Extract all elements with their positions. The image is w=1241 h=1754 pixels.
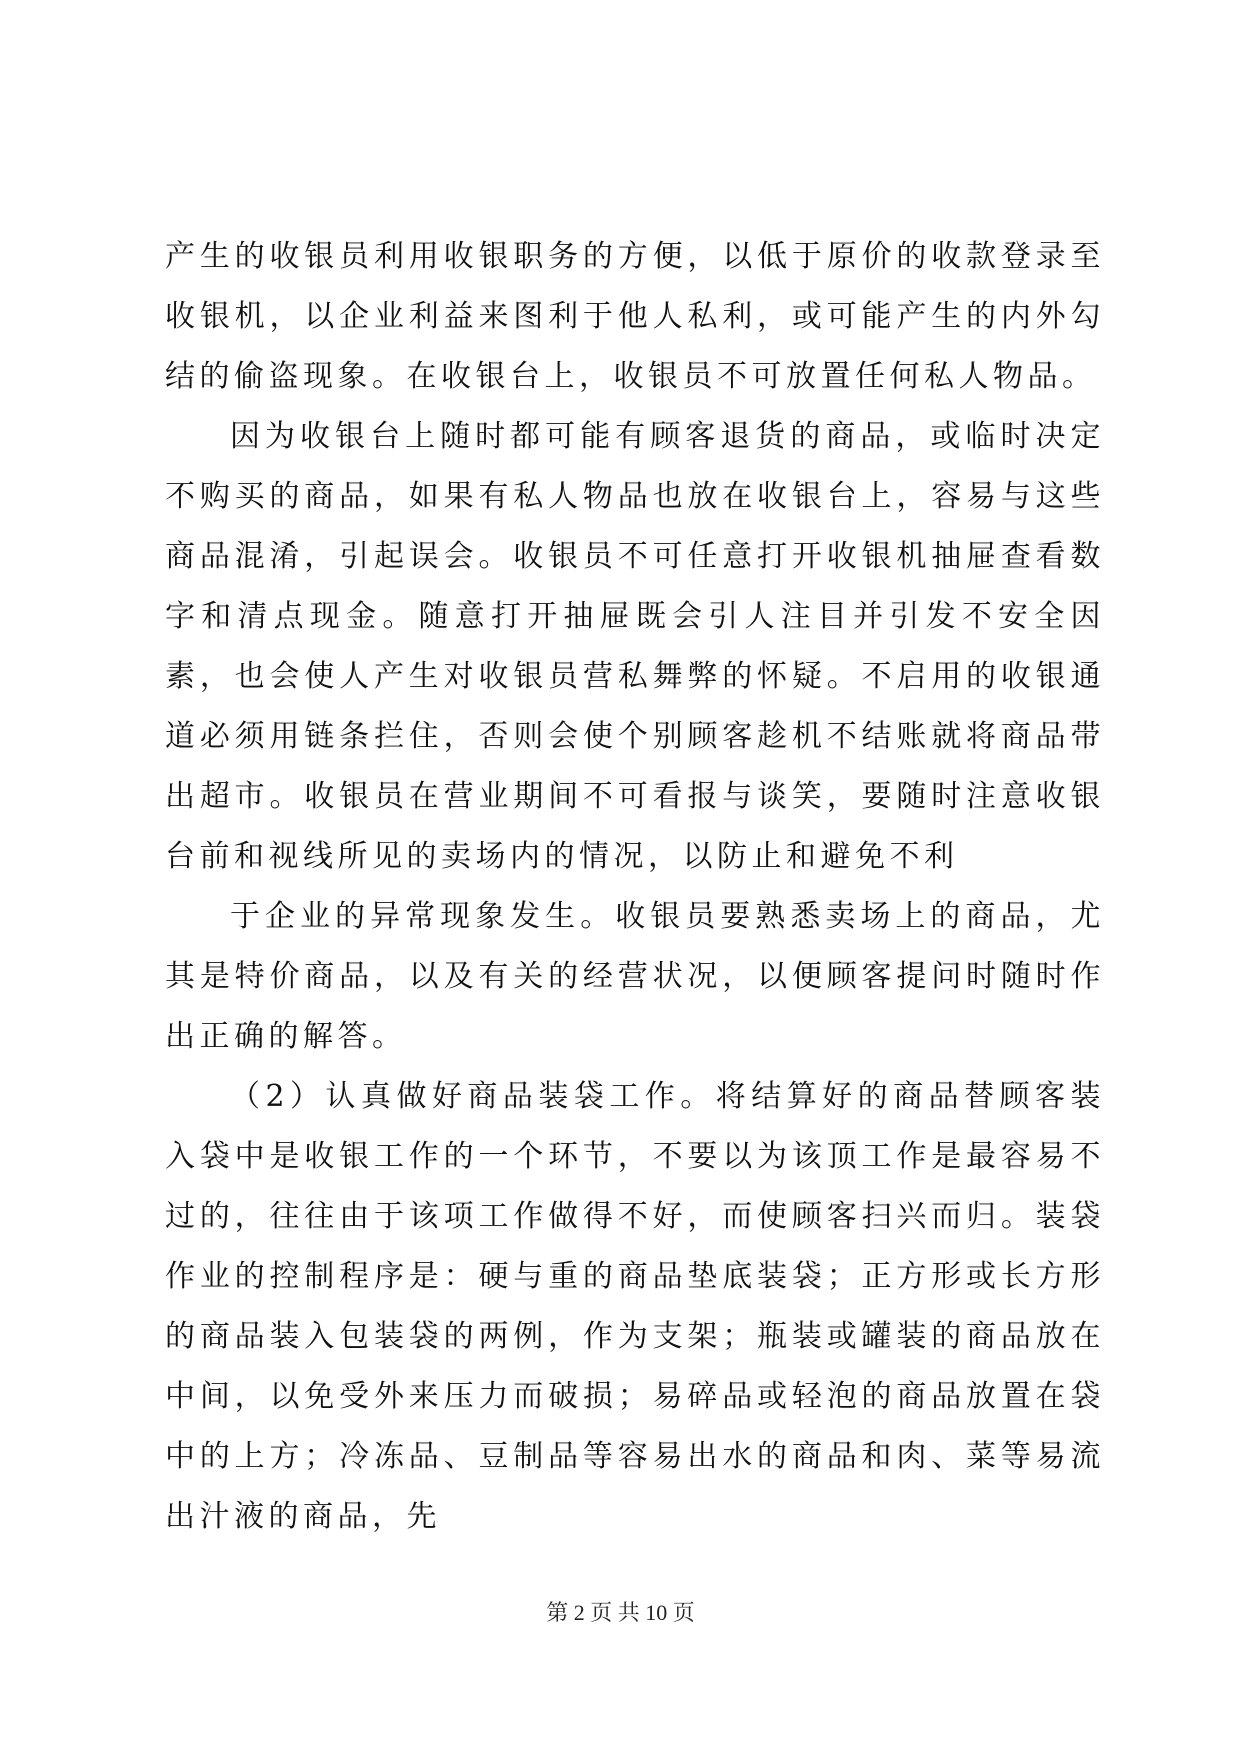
- page-number-footer: 第 2 页 共 10 页: [546, 1600, 695, 1625]
- paragraph-1: 产生的收银员利用收银职务的方便，以低于原价的收款登录至收银机，以企业利益来图利于他人私利，或可能产生的内外勾结的偷盗现象。在收银台上，收银员不可放置任何私人物品。: [165, 239, 1105, 394]
- paragraph-4: （2）认真做好商品装袋工作。将结算好的商品替顾客装入袋中是收银工作的一个环节，不要以为该顶工作是最容易不过的，往往由于该项工作做得不好，而使顾客扫兴而归。装袋作业的控制程序是：硬与重的商品垫底装袋；正方形或长方形的商品装入包装袋的两例，作为支架；瓶装或罐装的商品放在中间，以免受外来压力而破损；易碎品或轻泡的商品放置在袋中的上方；冷冻品、豆制品等容易出水的商品和肉、菜等易流出汁液的商品，先: [165, 1079, 1105, 1534]
- paragraph-2: 因为收银台上随时都可能有顾客退货的商品，或临时决定不购买的商品，如果有私人物品也放在收银台上，容易与这些商品混淆，引起误会。收银员不可任意打开收银机抽屉查看数字和清点现金。随意打开抽屉既会引人注目并引发不安全因素，也会使人产生对收银员营私舞弊的怀疑。不启用的收银通道必须用链条拦住，否则会使个别顾客趁机不结账就将商品带出超市。收银员在营业期间不可看报与谈笑，要随时注意收银台前和视线所见的卖场内的情况，以防止和避免不利: [165, 419, 1105, 874]
- document-body: [165, 227, 1105, 1547]
- paragraph-3: 于企业的异常现象发生。收银员要熟悉卖场上的商品，尤其是特价商品，以及有关的经营状况，以便顾客提问时随时作出正确的解答。: [165, 899, 1105, 1054]
